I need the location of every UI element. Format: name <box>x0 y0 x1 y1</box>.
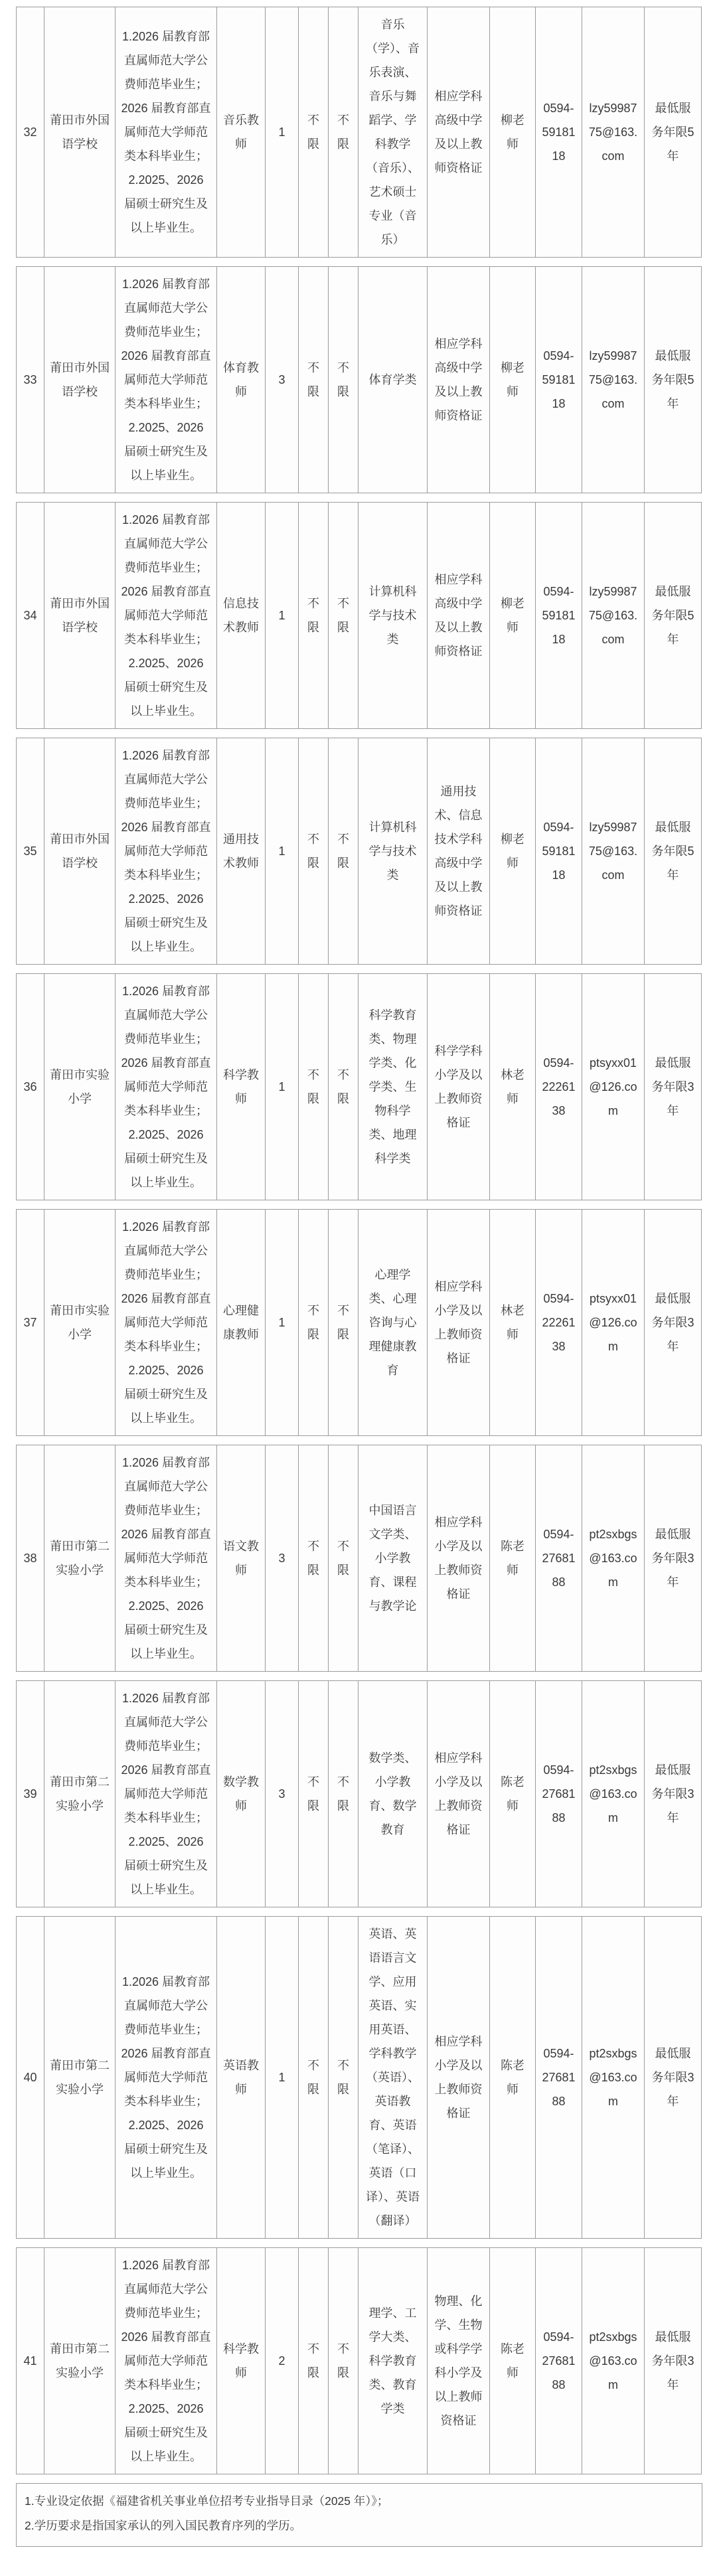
cell-certificate: 物理、化学、生物或科学学科小学及以上教师资格证 <box>428 2248 490 2474</box>
cell-headcount: 1 <box>266 738 299 965</box>
cell-school-name: 莆田市实验小学 <box>44 974 116 1200</box>
cell-limit-1: 不限 <box>299 974 329 1200</box>
cell-contact-person: 陈老师 <box>490 1917 536 2239</box>
cell-email: lzy5998775@163.com <box>582 503 645 729</box>
cell-row-number: 35 <box>17 738 44 965</box>
cell-school-name: 莆田市外国语学校 <box>44 738 116 965</box>
cell-service-years: 最低服务年限3年 <box>645 1210 702 1436</box>
cell-school-name: 莆田市实验小学 <box>44 1210 116 1436</box>
cell-school-name: 莆田市第二实验小学 <box>44 1681 116 1907</box>
cell-limit-1: 不限 <box>299 1917 329 2239</box>
cell-headcount: 3 <box>266 267 299 493</box>
cell-certificate: 相应学科小学及以上教师资格证 <box>428 1210 490 1436</box>
cell-row-number: 34 <box>17 503 44 729</box>
cell-certificate: 相应学科小学及以上教师资格证 <box>428 1917 490 2239</box>
cell-email: lzy5998775@163.com <box>582 7 645 258</box>
cell-limit-1: 不限 <box>299 2248 329 2474</box>
cell-limit-2: 不限 <box>329 738 358 965</box>
cell-certificate: 相应学科小学及以上教师资格证 <box>428 1445 490 1672</box>
table-row <box>16 973 702 1200</box>
cell-service-years: 最低服务年限5年 <box>645 7 702 258</box>
cell-limit-1: 不限 <box>299 7 329 258</box>
cell-major-requirement: 科学教育类、物理学类、化学类、生物科学类、地理科学类 <box>358 974 428 1200</box>
cell-limit-2: 不限 <box>329 503 358 729</box>
cell-row-number: 32 <box>17 7 44 258</box>
table-row <box>16 738 702 965</box>
cell-limit-1: 不限 <box>299 1681 329 1907</box>
cell-service-years: 最低服务年限3年 <box>645 1445 702 1672</box>
cell-certificate: 相应学科高级中学及以上教师资格证 <box>428 503 490 729</box>
cell-contact-person: 陈老师 <box>490 1681 536 1907</box>
cell-major-requirement: 体育学类 <box>358 267 428 493</box>
cell-qualification: 1.2026 届教育部直属师范大学公费师范毕业生；2026 届教育部直属师范大学师范类本科毕业生；2.2025、2026 届硕士研究生及以上毕业生。 <box>116 1917 217 2239</box>
cell-limit-2: 不限 <box>329 267 358 493</box>
cell-limit-1: 不限 <box>299 738 329 965</box>
cell-row-number: 40 <box>17 1917 44 2239</box>
cell-major-requirement: 理学、工学大类、科学教育类、教育学类 <box>358 2248 428 2474</box>
cell-service-years: 最低服务年限3年 <box>645 974 702 1200</box>
cell-service-years: 最低服务年限5年 <box>645 503 702 729</box>
cell-major-requirement: 中国语言文学类、小学教育、课程与教学论 <box>358 1445 428 1672</box>
footnotes <box>16 2483 702 2547</box>
cell-limit-1: 不限 <box>299 267 329 493</box>
cell-certificate: 相应学科小学及以上教师资格证 <box>428 1681 490 1907</box>
cell-contact-person: 陈老师 <box>490 1445 536 1672</box>
cell-major-requirement: 计算机科学与技术类 <box>358 738 428 965</box>
cell-email: pt2sxbgs@163.com <box>582 1681 645 1907</box>
cell-position: 英语教师 <box>217 1917 266 2239</box>
cell-headcount: 1 <box>266 7 299 258</box>
cell-limit-1: 不限 <box>299 503 329 729</box>
table-row <box>16 266 702 493</box>
cell-row-number: 36 <box>17 974 44 1200</box>
cell-row-number: 41 <box>17 2248 44 2474</box>
cell-headcount: 1 <box>266 974 299 1200</box>
cell-email: lzy5998775@163.com <box>582 738 645 965</box>
footnote-line-1: 1.专业设定依据《福建省机关事业单位招考专业指导目录（2025 年）》； <box>25 2494 389 2508</box>
cell-position: 科学教师 <box>217 974 266 1200</box>
cell-row-number: 38 <box>17 1445 44 1672</box>
cell-headcount: 3 <box>266 1445 299 1672</box>
cell-service-years: 最低服务年限3年 <box>645 1917 702 2239</box>
cell-row-number: 37 <box>17 1210 44 1436</box>
cell-phone: 0594-2768188 <box>536 1445 582 1672</box>
cell-limit-2: 不限 <box>329 1210 358 1436</box>
cell-major-requirement: 英语、英语语言文学、应用英语、实用英语、学科教学（英语）、英语教育、英语（笔译）、英语（口译）、英语（翻译） <box>358 1917 428 2239</box>
cell-school-name: 莆田市外国语学校 <box>44 7 116 258</box>
cell-limit-1: 不限 <box>299 1210 329 1436</box>
cell-certificate: 相应学科高级中学及以上教师资格证 <box>428 7 490 258</box>
cell-phone: 0594-5918118 <box>536 503 582 729</box>
cell-email: ptsyxx01@126.com <box>582 1210 645 1436</box>
cell-email: ptsyxx01@126.com <box>582 974 645 1200</box>
table-row <box>16 502 702 729</box>
cell-position: 语文教师 <box>217 1445 266 1672</box>
cell-position: 数学教师 <box>217 1681 266 1907</box>
cell-headcount: 2 <box>266 2248 299 2474</box>
cell-phone: 0594-5918118 <box>536 267 582 493</box>
cell-certificate: 通用技术、信息技术学科高级中学及以上教师资格证 <box>428 738 490 965</box>
cell-limit-1: 不限 <box>299 1445 329 1672</box>
cell-email: pt2sxbgs@163.com <box>582 1917 645 2239</box>
cell-contact-person: 柳老师 <box>490 7 536 258</box>
recruitment-table <box>16 7 701 2474</box>
cell-headcount: 1 <box>266 503 299 729</box>
cell-certificate: 科学学科小学及以上教师资格证 <box>428 974 490 1200</box>
cell-position: 心理健康教师 <box>217 1210 266 1436</box>
cell-phone: 0594-2768188 <box>536 1681 582 1907</box>
cell-qualification: 1.2026 届教育部直属师范大学公费师范毕业生；2026 届教育部直属师范大学师范类本科毕业生；2.2025、2026 届硕士研究生及以上毕业生。 <box>116 267 217 493</box>
cell-phone: 0594-2226138 <box>536 1210 582 1436</box>
cell-position: 体育教师 <box>217 267 266 493</box>
cell-contact-person: 柳老师 <box>490 267 536 493</box>
cell-phone: 0594-5918118 <box>536 738 582 965</box>
cell-school-name: 莆田市第二实验小学 <box>44 2248 116 2474</box>
cell-phone: 0594-5918118 <box>536 7 582 258</box>
cell-major-requirement: 数学类、小学教育、数学教育 <box>358 1681 428 1907</box>
cell-limit-2: 不限 <box>329 2248 358 2474</box>
cell-position: 通用技术教师 <box>217 738 266 965</box>
footnote-line-2: 2.学历要求是指国家承认的列入国民教育序列的学历。 <box>25 2518 302 2532</box>
cell-contact-person: 林老师 <box>490 1210 536 1436</box>
cell-phone: 0594-2226138 <box>536 974 582 1200</box>
cell-position: 科学教师 <box>217 2248 266 2474</box>
cell-row-number: 33 <box>17 267 44 493</box>
cell-major-requirement: 音乐（学）、音乐表演、音乐与舞蹈学、学科教学（音乐）、艺术硕士专业（音乐） <box>358 7 428 258</box>
cell-contact-person: 柳老师 <box>490 503 536 729</box>
cell-phone: 0594-2768188 <box>536 1917 582 2239</box>
cell-major-requirement: 心理学类、心理咨询与心理健康教育 <box>358 1210 428 1436</box>
cell-headcount: 1 <box>266 1210 299 1436</box>
table-row <box>16 1916 702 2239</box>
table-row <box>16 1445 702 1672</box>
cell-headcount: 1 <box>266 1917 299 2239</box>
cell-service-years: 最低服务年限5年 <box>645 267 702 493</box>
cell-service-years: 最低服务年限3年 <box>645 1681 702 1907</box>
cell-qualification: 1.2026 届教育部直属师范大学公费师范毕业生；2026 届教育部直属师范大学师范类本科毕业生；2.2025、2026 届硕士研究生及以上毕业生。 <box>116 1210 217 1436</box>
cell-limit-2: 不限 <box>329 974 358 1200</box>
cell-school-name: 莆田市第二实验小学 <box>44 1445 116 1672</box>
cell-school-name: 莆田市第二实验小学 <box>44 1917 116 2239</box>
cell-contact-person: 陈老师 <box>490 2248 536 2474</box>
table-row <box>16 2247 702 2474</box>
cell-qualification: 1.2026 届教育部直属师范大学公费师范毕业生；2026 届教育部直属师范大学师范类本科毕业生；2.2025、2026 届硕士研究生及以上毕业生。 <box>116 738 217 965</box>
cell-contact-person: 柳老师 <box>490 738 536 965</box>
cell-qualification: 1.2026 届教育部直属师范大学公费师范毕业生；2026 届教育部直属师范大学师范类本科毕业生；2.2025、2026 届硕士研究生及以上毕业生。 <box>116 7 217 258</box>
cell-email: lzy5998775@163.com <box>582 267 645 493</box>
cell-row-number: 39 <box>17 1681 44 1907</box>
cell-position: 信息技术教师 <box>217 503 266 729</box>
cell-major-requirement: 计算机科学与技术类 <box>358 503 428 729</box>
cell-email: pt2sxbgs@163.com <box>582 1445 645 1672</box>
cell-limit-2: 不限 <box>329 1917 358 2239</box>
cell-position: 音乐教师 <box>217 7 266 258</box>
cell-school-name: 莆田市外国语学校 <box>44 267 116 493</box>
cell-limit-2: 不限 <box>329 1445 358 1672</box>
cell-certificate: 相应学科高级中学及以上教师资格证 <box>428 267 490 493</box>
cell-limit-2: 不限 <box>329 7 358 258</box>
cell-service-years: 最低服务年限5年 <box>645 738 702 965</box>
cell-headcount: 3 <box>266 1681 299 1907</box>
cell-qualification: 1.2026 届教育部直属师范大学公费师范毕业生；2026 届教育部直属师范大学师范类本科毕业生；2.2025、2026 届硕士研究生及以上毕业生。 <box>116 503 217 729</box>
cell-school-name: 莆田市外国语学校 <box>44 503 116 729</box>
table-row <box>16 1680 702 1907</box>
cell-email: pt2sxbgs@163.com <box>582 2248 645 2474</box>
cell-qualification: 1.2026 届教育部直属师范大学公费师范毕业生；2026 届教育部直属师范大学师范类本科毕业生；2.2025、2026 届硕士研究生及以上毕业生。 <box>116 974 217 1200</box>
cell-qualification: 1.2026 届教育部直属师范大学公费师范毕业生；2026 届教育部直属师范大学师范类本科毕业生；2.2025、2026 届硕士研究生及以上毕业生。 <box>116 2248 217 2474</box>
cell-phone: 0594-2768188 <box>536 2248 582 2474</box>
table-row <box>16 1209 702 1436</box>
cell-qualification: 1.2026 届教育部直属师范大学公费师范毕业生；2026 届教育部直属师范大学师范类本科毕业生；2.2025、2026 届硕士研究生及以上毕业生。 <box>116 1681 217 1907</box>
cell-service-years: 最低服务年限3年 <box>645 2248 702 2474</box>
cell-contact-person: 林老师 <box>490 974 536 1200</box>
cell-qualification: 1.2026 届教育部直属师范大学公费师范毕业生；2026 届教育部直属师范大学师范类本科毕业生；2.2025、2026 届硕士研究生及以上毕业生。 <box>116 1445 217 1672</box>
table-row <box>16 7 702 258</box>
cell-limit-2: 不限 <box>329 1681 358 1907</box>
